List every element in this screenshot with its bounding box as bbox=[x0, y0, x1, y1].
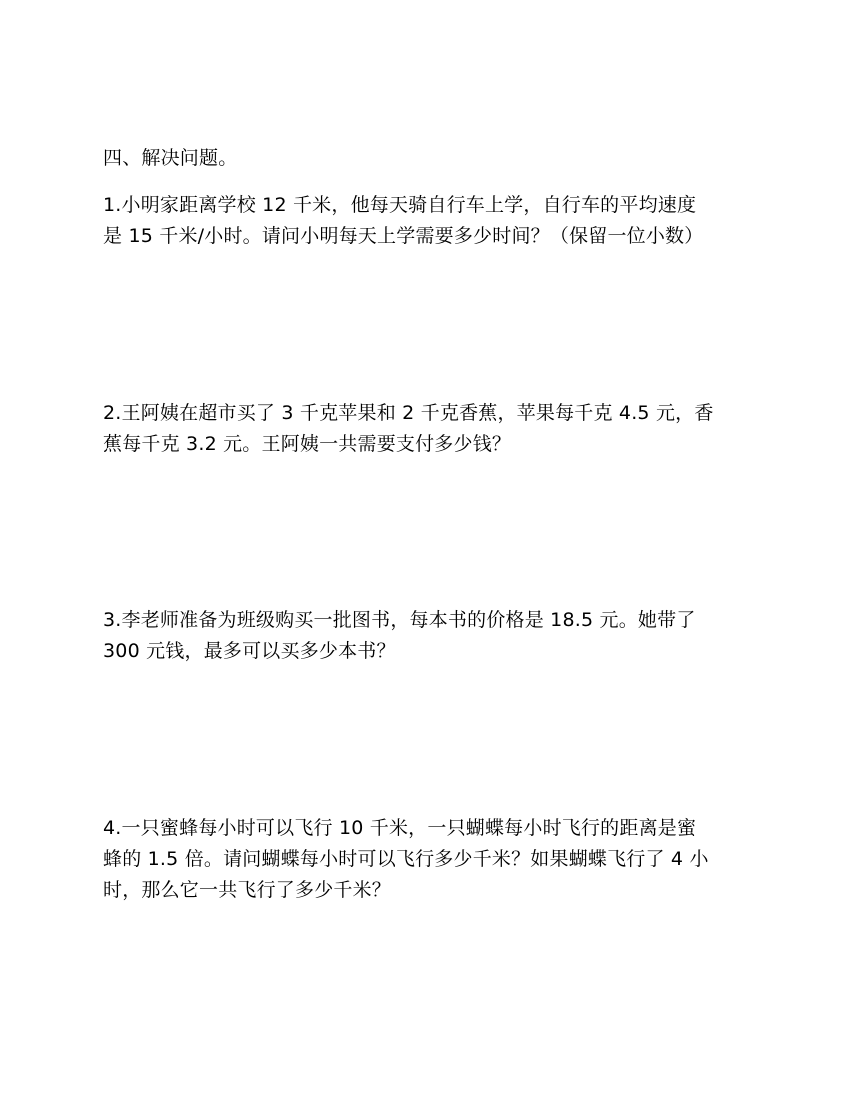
question-4-line-2: 蜂的 1.5 倍。请问蝴蝶每小时可以飞行多少千米？如果蝴蝶飞行了 4 小 bbox=[103, 848, 709, 870]
question-4-line-1: 4.一只蜜蜂每小时可以飞行 10 千米，一只蝴蝶每小时飞行的距离是蜜 bbox=[103, 817, 697, 839]
question-2-line-1: 2.王阿姨在超市买了 3 千克苹果和 2 千克香蕉，苹果每千克 4.5 元，香 bbox=[103, 402, 714, 424]
question-1 bbox=[103, 190, 753, 252]
question-2 bbox=[103, 398, 753, 460]
question-3-line-1: 3.李老师准备为班级购买一批图书，每本书的价格是 18.5 元。她带了 bbox=[103, 609, 696, 631]
question-3 bbox=[103, 605, 753, 667]
section-heading-text: 四、解决问题。 bbox=[103, 147, 238, 169]
question-1-line-2: 是 15 千米/小时。请问小明每天上学需要多少时间？（保留一位小数） bbox=[103, 225, 704, 247]
question-4 bbox=[103, 813, 753, 906]
question-3-line-2: 300 元钱，最多可以买多少本书？ bbox=[103, 640, 396, 662]
question-1-line-1: 1.小明家距离学校 12 千米，他每天骑自行车上学，自行车的平均速度 bbox=[103, 194, 697, 216]
question-2-line-2: 蕉每千克 3.2 元。王阿姨一共需要支付多少钱？ bbox=[103, 433, 512, 455]
section-heading bbox=[103, 143, 753, 174]
question-4-line-3: 时，那么它一共飞行了多少千米？ bbox=[103, 879, 392, 901]
